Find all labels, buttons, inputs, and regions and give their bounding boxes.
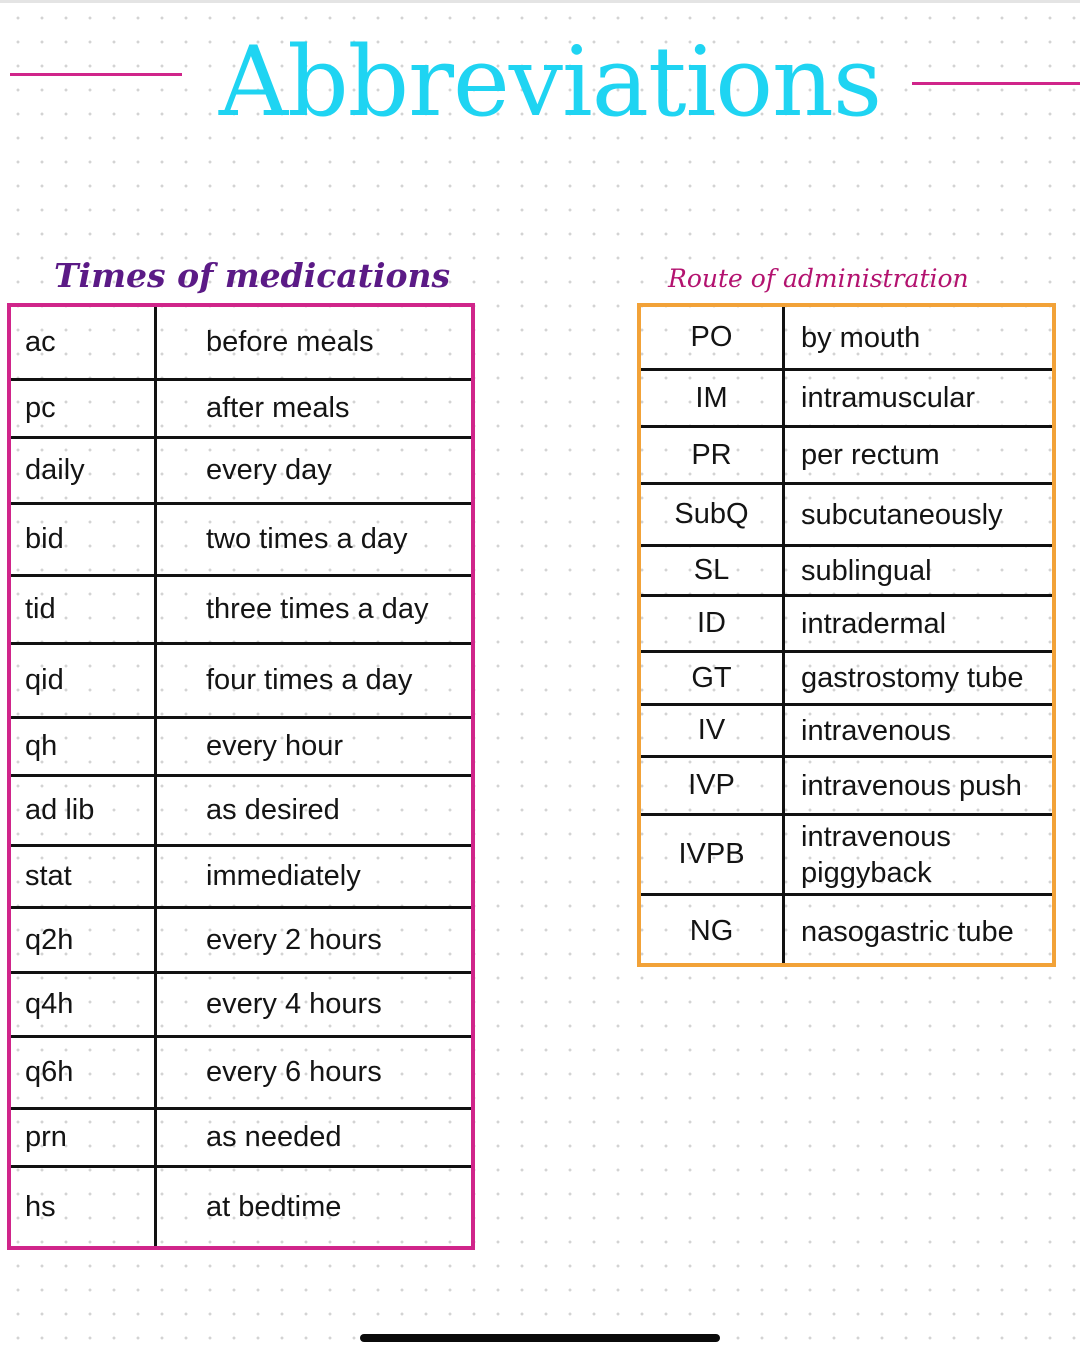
- times-meaning: every hour: [206, 730, 344, 762]
- times-abbreviation: hs: [25, 1190, 56, 1223]
- route-row: [641, 485, 1052, 547]
- times-row: [11, 645, 471, 719]
- times-abbreviation: ad lib: [25, 794, 95, 826]
- route-meaning: intradermal: [801, 607, 947, 640]
- route-row: [641, 896, 1052, 967]
- times-abbreviation: ac: [25, 326, 56, 358]
- route-row: [641, 428, 1052, 485]
- route-row: [641, 307, 1052, 371]
- times-meaning: three times a day: [206, 593, 429, 625]
- route-meaning: per rectum: [801, 439, 940, 471]
- page-title: Abbreviations: [218, 26, 882, 138]
- times-abbreviation: qid: [25, 664, 64, 696]
- route-row: [641, 371, 1052, 428]
- top-edge: [0, 0, 1080, 3]
- route-abbreviation: IV: [697, 714, 726, 746]
- times-of-medications-table: [7, 303, 475, 1250]
- times-meaning: before meals: [206, 326, 374, 358]
- times-meaning: after meals: [206, 392, 350, 424]
- times-meaning: at bedtime: [206, 1190, 342, 1223]
- times-abbreviation: q6h: [25, 1056, 74, 1088]
- times-abbreviation: q4h: [25, 988, 74, 1020]
- times-row: [11, 719, 471, 777]
- times-row: [11, 1038, 471, 1110]
- times-meaning: four times a day: [206, 664, 413, 696]
- times-row: [11, 974, 471, 1038]
- route-row: [641, 547, 1052, 597]
- times-row: [11, 439, 471, 505]
- route-meaning: by mouth: [801, 321, 921, 354]
- times-meaning: every 4 hours: [206, 988, 382, 1020]
- route-abbreviation: IVPB: [678, 838, 745, 870]
- times-abbreviation: stat: [25, 860, 72, 892]
- times-row: [11, 847, 471, 909]
- times-meaning: immediately: [206, 860, 361, 892]
- route-meaning: intravenous: [801, 714, 951, 747]
- times-row: [11, 909, 471, 974]
- route-meaning: intramuscular: [801, 382, 976, 414]
- route-abbreviation: IM: [695, 381, 728, 414]
- route-row: [641, 758, 1052, 816]
- route-of-administration-table: [637, 303, 1056, 967]
- times-row: [11, 505, 471, 577]
- route-row: [641, 706, 1052, 758]
- route-abbreviation: SubQ: [674, 498, 749, 530]
- route-abbreviation: SL: [693, 554, 730, 586]
- route-abbreviation: ID: [697, 607, 726, 639]
- route-row: [641, 597, 1052, 653]
- route-meaning: subcutaneously: [801, 498, 1003, 531]
- route-meaning: intravenous push: [801, 769, 1022, 802]
- route-row: [641, 653, 1052, 706]
- route-abbreviation: NG: [689, 915, 734, 947]
- times-row: [11, 1168, 471, 1246]
- times-meaning: two times a day: [206, 523, 408, 555]
- route-row: [641, 816, 1052, 896]
- times-abbreviation: bid: [25, 523, 64, 555]
- times-abbreviation: q2h: [25, 923, 74, 956]
- route-meaning: gastrostomy tube: [801, 662, 1024, 694]
- times-meaning: as needed: [206, 1121, 342, 1153]
- route-abbreviation: PR: [691, 438, 732, 471]
- times-abbreviation: prn: [25, 1121, 67, 1153]
- times-meaning: every day: [206, 454, 332, 486]
- route-meaning: nasogastric tube: [801, 915, 1014, 948]
- times-meaning: every 6 hours: [206, 1056, 382, 1088]
- times-abbreviation: daily: [25, 454, 85, 486]
- times-abbreviation: qh: [25, 730, 58, 762]
- route-meaning: sublingual: [801, 554, 932, 587]
- times-row: [11, 777, 471, 847]
- route-abbreviation: PO: [690, 321, 733, 353]
- times-meaning: every 2 hours: [206, 923, 382, 956]
- route-of-administration-heading: Route of administration: [668, 264, 969, 293]
- title-rule-left: [10, 73, 182, 76]
- times-abbreviation: tid: [25, 593, 56, 625]
- home-indicator[interactable]: [360, 1334, 720, 1342]
- times-row: [11, 1110, 471, 1168]
- route-meaning: intravenous piggyback: [801, 820, 951, 889]
- times-row: [11, 307, 471, 381]
- route-abbreviation: IVP: [688, 769, 735, 801]
- times-row: [11, 577, 471, 645]
- route-abbreviation: GT: [691, 661, 732, 694]
- title-rule-right: [912, 82, 1080, 85]
- times-of-medications-heading: Times of medications: [54, 256, 451, 295]
- times-abbreviation: pc: [25, 392, 56, 424]
- times-meaning: as desired: [206, 794, 340, 826]
- times-row: [11, 381, 471, 439]
